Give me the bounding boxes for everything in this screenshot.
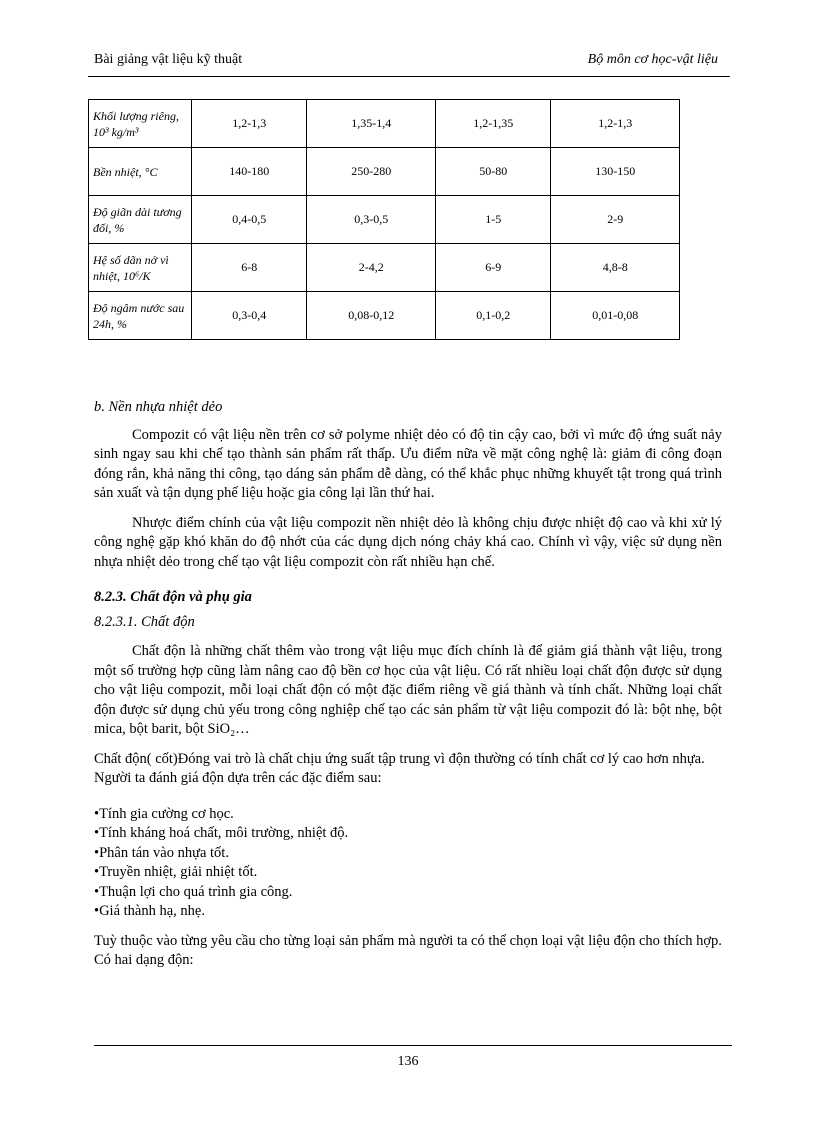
table-cell: 0,01-0,08 <box>551 292 680 340</box>
table-cell: 0,4-0,5 <box>192 196 307 244</box>
table-cell: 1,35-1,4 <box>307 100 436 148</box>
table-cell: 1,2-1,3 <box>551 100 680 148</box>
table-row <box>89 244 680 292</box>
row-label: Bền nhiệt, °C <box>89 148 192 196</box>
subsection-heading: 8.2.3.1. Chất độn <box>94 613 195 630</box>
paragraph-advantages: Compozit có vật liệu nền trên cơ sở polyme nhiệt dẻo có độ tin cậy cao, bởi vì mức độ ứng suất nảy sinh ngay sau khi chế tạo thành sản phẩm rất thấp. Ưu điểm nữa về mặt công nghệ là: giảm đi công đoạn đóng rắn, khả năng thi công, tạo dáng sản phẩm dễ dàng, có thể khắc phục những khuyết tật trong quá trình sản xuất và tận dụng phế liệu hoặc gia công lại lần thứ hai. <box>94 426 722 501</box>
subheading-thermoplastic: b. Nền nhựa nhiệt dẻo <box>94 399 223 415</box>
table-cell: 2-9 <box>551 196 680 244</box>
page-header <box>94 52 718 68</box>
header-department: Bộ môn cơ học-vật liệu <box>587 52 718 67</box>
table-cell: 130-150 <box>551 148 680 196</box>
table-cell: 2-4,2 <box>307 244 436 292</box>
table-row <box>89 292 680 340</box>
table-cell: 0,3-0,4 <box>192 292 307 340</box>
table-row <box>89 196 680 244</box>
table-cell: 50-80 <box>435 148 550 196</box>
table-cell: 1,2-1,3 <box>192 100 307 148</box>
table-cell: 250-280 <box>307 148 436 196</box>
list-item: •Tính kháng hoá chất, môi trường, nhiệt độ. <box>94 825 349 841</box>
table-cell: 0,08-0,12 <box>307 292 436 340</box>
table-row <box>89 148 680 196</box>
row-label: Độ giãn dài tương đối, % <box>89 196 192 244</box>
header-course-title: Bài giảng vật liệu kỹ thuật <box>94 52 243 67</box>
table-cell: 0,1-0,2 <box>435 292 550 340</box>
table-cell: 0,3-0,5 <box>307 196 436 244</box>
row-label: Khối lượng riêng, 10³ kg/m³ <box>89 100 192 148</box>
paragraph-disadvantages: Nhược điểm chính của vật liệu compozit nền nhiệt dẻo là không chịu được nhiệt độ cao và khi xử lý công nghệ gặp khó khăn do độ nhớt của các dụng dịch nóng chảy khá cao. Chính vì vậy, việc sử dụng nền nhựa nhiệt dẻo trong chế tạo vật liệu compozit còn rất nhiều hạn chế. <box>94 514 722 570</box>
table-cell: 4,8-8 <box>551 244 680 292</box>
table-cell: 1,2-1,35 <box>435 100 550 148</box>
criteria-list <box>94 805 722 922</box>
section-heading: 8.2.3. Chất độn và phụ gia <box>94 589 252 605</box>
footer-rule <box>94 1045 732 1046</box>
paragraph-filler-types: Tuỳ thuộc vào từng yêu cầu cho từng loại sản phẩm mà người ta có thể chọn loại vật liệu độn cho thích hợp. Có hai dạng độn: <box>94 932 722 968</box>
page-body <box>94 398 722 971</box>
row-label: Hệ số dãn nở vì nhiệt, 10⁶/K <box>89 244 192 292</box>
properties-table <box>88 99 680 340</box>
table-cell: 6-9 <box>435 244 550 292</box>
paragraph-fillers: Chất độn là những chất thêm vào trong vật liệu mục đích chính là để giảm giá thành vật liệu, trong một số trường hợp cũng làm nâng cao độ bền cơ học của vật liệu. Có rất nhiều loại chất độn được sử dụng cho vật liệu compozit, mỗi loại chất độn có một đặc điểm riêng về giá thành và tính chất. Những loại chất độn được sử dụng chủ yếu trong công nghiệp chế tạo các sản phẩm từ vật liệu compozit đó là: bột nhẹ, bột mica, bột barit, bột SiO₂… <box>94 643 722 737</box>
table-cell: 1-5 <box>435 196 550 244</box>
list-item: •Giá thành hạ, nhẹ. <box>94 903 205 919</box>
paragraph-filler-role: Chất độn( cốt)Đóng vai trò là chất chịu ứng suất tập trung vì độn thường có tính chất cơ lý cao hơn nhựa. Người ta đánh giá độn dựa trên các đặc điểm sau: <box>94 750 705 786</box>
list-item: •Truyền nhiệt, giải nhiệt tốt. <box>94 864 258 880</box>
row-label: Độ ngâm nước sau 24h, % <box>89 292 192 340</box>
list-item: •Phân tán vào nhựa tốt. <box>94 844 229 861</box>
list-item: •Thuận lợi cho quá trình gia công. <box>94 883 293 900</box>
table-cell: 140-180 <box>192 148 307 196</box>
table-cell: 6-8 <box>192 244 307 292</box>
header-rule <box>88 76 730 77</box>
page-number: 136 <box>397 1054 419 1069</box>
table-row <box>89 100 680 148</box>
list-item: •Tính gia cường cơ học. <box>94 805 234 822</box>
